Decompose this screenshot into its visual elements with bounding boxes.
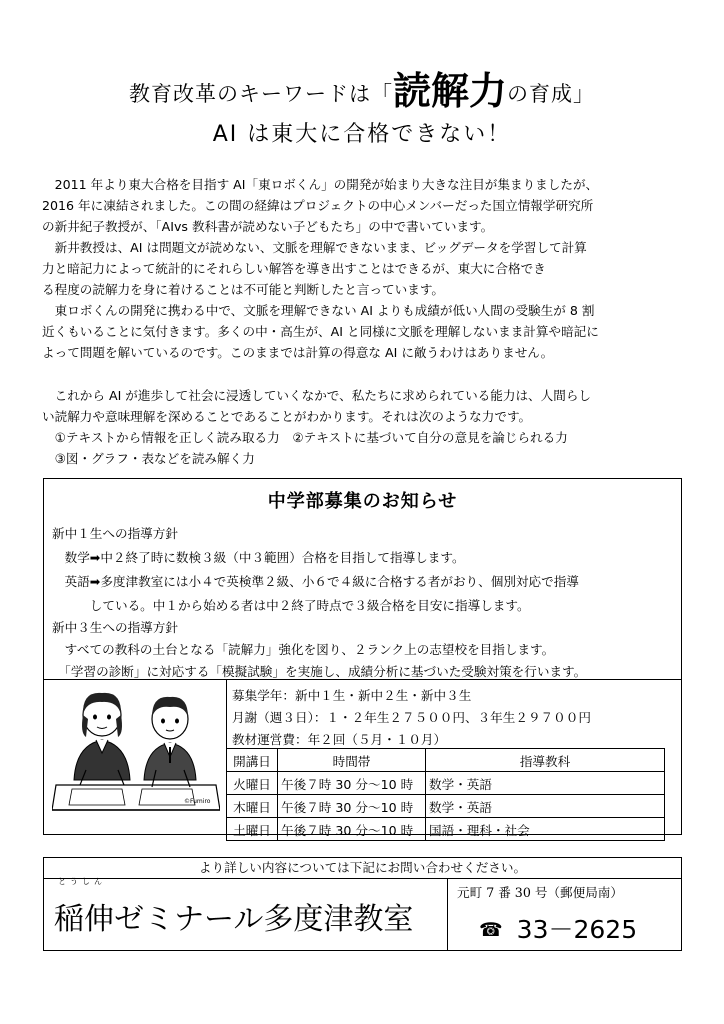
contact-box: [43, 857, 682, 951]
notice-title: 中学部募集のお知らせ: [267, 491, 458, 512]
title-emphasis: 読解力: [392, 69, 507, 113]
schedule-day: 木曜日: [227, 795, 278, 818]
school-name-ruby: とうしん: [58, 877, 106, 886]
intro-line: の新井紀子教授が、「AIvs 教科書が読めない子どもたち」の中で書いています。: [42, 219, 494, 234]
table-row: [227, 772, 665, 795]
schedule-header-row: [227, 749, 665, 772]
col-header-time: 時間帯: [278, 749, 426, 772]
phone-number[interactable]: 33－2625: [516, 915, 638, 944]
policy-grade3-line2: 「学習の診断」に対応する「模擬試験」を実施し、成績分析に基づいた受験対策を行います。: [52, 664, 587, 679]
policy-grade3-heading: 新中３生への指導方針: [52, 620, 178, 635]
col-header-subject: 指導教科: [426, 749, 665, 772]
schedule-subject: 数学・英語: [426, 772, 665, 795]
table-row: [227, 818, 665, 841]
students-illustration: [52, 685, 220, 830]
abilities-line: ③図・グラフ・表などを読み解く力: [42, 451, 255, 466]
main-title: [0, 60, 724, 115]
intro-line: 力と暗記力によって統計的にそれらしい解答を導き出すことはできるが、東大に合格でき: [42, 261, 546, 276]
schedule-subject: 国語・理科・社会: [426, 818, 665, 841]
schedule-time: 午後７時 30 分～10 時: [278, 818, 426, 841]
schedule-table: [226, 748, 665, 841]
title-prefix: 教育改革のキーワードは「: [128, 82, 393, 106]
intro-line: る程度の読解力を身に着けることは不可能と判断したと言っています。: [42, 282, 444, 297]
info-tuition: 月謝（週３日）：１・２年生２７５００円、３年生２９７００円: [232, 710, 591, 725]
schedule-day: 土曜日: [227, 818, 278, 841]
illustration-credit: ©Fumiro: [184, 798, 211, 805]
intro-line: 2011 年より東大合格を目指す AI「東ロボくん」の開発が始まり大きな注目が集まりましたが、: [42, 177, 599, 192]
section-divider: [44, 679, 681, 680]
info-grades: 募集学年：新中１生・新中２生・新中３生: [232, 688, 472, 703]
abilities-line: い読解力や意味理解を深めることであることがわかります。それは次のような力です。: [42, 409, 532, 424]
intro-line: 新井教授は、AI は問題文が読めない、文脈を理解できないまま、ビッグデータを学習して計算: [42, 240, 587, 255]
abilities-line: これから AI が進歩して社会に浸透していくなかで、私たちに求められている能力は、人間らし: [42, 388, 592, 403]
policy-grade1-heading: 新中１生への指導方針: [52, 526, 178, 541]
contact-prompt: より詳しい内容については下記にお問い合わせください。: [44, 858, 681, 879]
intro-line: 2016 年に凍結されました。この間の経緯はプロジェクトの中心メンバーだった国立情報学研究所: [42, 198, 594, 213]
abilities-paragraph: [42, 385, 694, 469]
abilities-line: ①テキストから情報を正しく読み取る力 ②テキストに基づいて自分の意見を論じられる力: [42, 430, 568, 445]
col-header-day: 開講日: [227, 749, 278, 772]
policy-math: 数学➡中２終了時に数検３級（中３範囲）合格を目指して指導します。: [52, 550, 465, 565]
school-address: 元町 7 番 30 号（郵便局南）: [457, 885, 623, 900]
school-name: 稲伸ゼミナール多度津教室: [54, 902, 414, 937]
intro-line: 近くもいることに気付きます。多くの中・高生が、AI と同様に文脈を理解しないまま計算や暗記に: [42, 324, 599, 339]
subtitle: AI は東大に合格できない！: [212, 122, 512, 147]
policy-english-cont: している。中１から始める者は中２終了時点で３級合格を目安に指導します。: [52, 598, 530, 613]
info-material-fee: 教材運営費：年２回（５月・１０月）: [232, 732, 447, 747]
schedule-time: 午後７時 30 分～10 時: [278, 772, 426, 795]
schedule-subject: 数学・英語: [426, 795, 665, 818]
policy-grade3-line1: すべての教科の土台となる「読解力」強化を図り、２ランク上の志望校を目指します。: [52, 642, 555, 657]
phone-line: [479, 910, 637, 946]
intro-paragraph: [42, 174, 694, 363]
title-suffix: の育成」: [507, 82, 595, 106]
contact-divider: [447, 878, 448, 950]
recruitment-notice: [43, 478, 682, 838]
phone-icon: ☎: [479, 919, 503, 941]
intro-line: 東ロボくんの開発に携わる中で、文脈を理解できない AI よりも成績が低い人間の受験生が 8 割: [42, 303, 595, 318]
policy-english: 英語➡多度津教室には小４で英検準２級、小６で４級に合格する者がおり、個別対応で指導: [52, 574, 579, 589]
table-row: [227, 795, 665, 818]
schedule-day: 火曜日: [227, 772, 278, 795]
intro-line: よって問題を解いているのです。このままでは計算の得意な AI に敵うわけはありません。: [42, 345, 554, 360]
schedule-time: 午後７時 30 分～10 時: [278, 795, 426, 818]
